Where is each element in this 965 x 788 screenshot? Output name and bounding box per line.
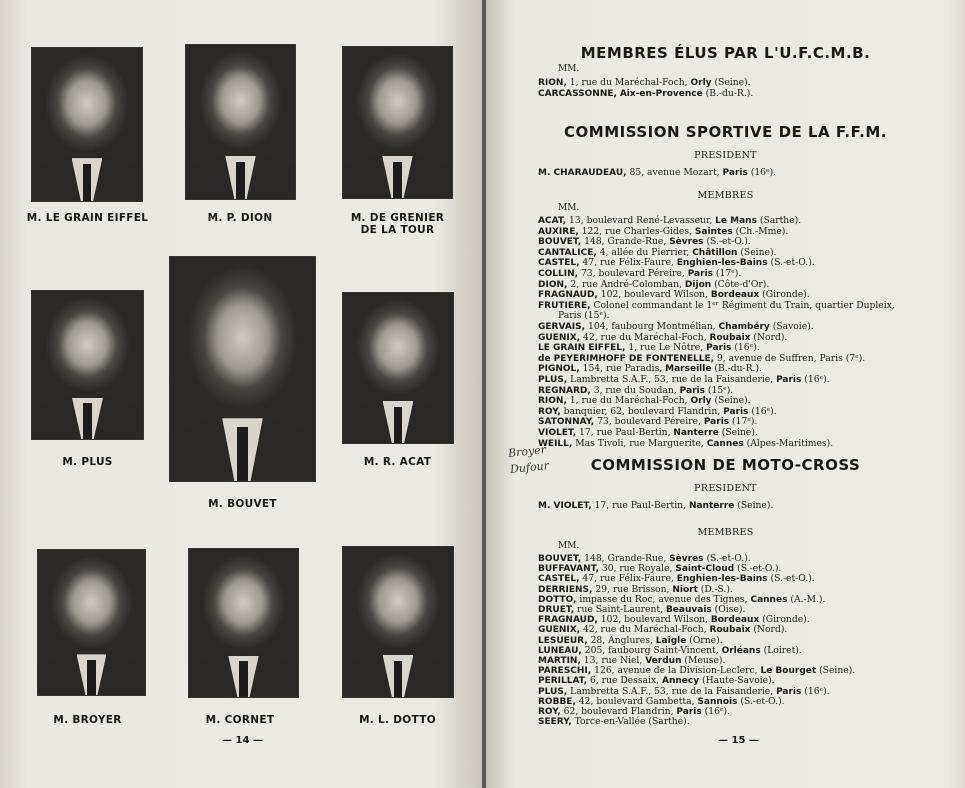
portrait-tie: [87, 660, 96, 695]
portrait-tie: [239, 661, 248, 697]
address-line: [538, 717, 690, 727]
portrait-caption: M. CORNET: [205, 714, 275, 726]
member-city: Aix-en-Provence: [619, 88, 703, 99]
member-region: (S.-et-O.).: [734, 563, 782, 575]
member-address: 73, boulevard Péreire,: [578, 268, 688, 279]
member-name: FRUTIERE,: [538, 300, 591, 311]
member-name: DERRIENS,: [538, 584, 593, 595]
member-city: Orly: [690, 78, 712, 88]
address-line: [538, 646, 802, 656]
member-name: ROY,: [538, 406, 561, 417]
member-name: ROY,: [538, 707, 561, 717]
member-city: Enghien-les-Bains: [676, 574, 768, 585]
member-region: (Ch.-Mme).: [732, 225, 789, 237]
member-name: GUENIX,: [538, 625, 581, 636]
page-number: — 15 —: [718, 735, 759, 746]
member-name: SATONNAY,: [538, 417, 595, 428]
member-region: (A.-M.).: [787, 593, 826, 605]
portrait-tie: [236, 162, 245, 199]
member-region: (Seine).: [737, 246, 777, 258]
handwritten-note: Dufour: [509, 458, 550, 477]
member-region: (Seine).: [718, 427, 758, 438]
member-address: 3, rue du Soudan,: [590, 384, 680, 396]
portrait-tie: [83, 403, 92, 439]
member-name: LE GRAIN EIFFEL,: [538, 343, 626, 354]
member-city: Cannes: [750, 594, 788, 605]
member-city: Orly: [690, 396, 712, 407]
portrait-photo: [37, 549, 146, 696]
member-address: 122, rue Charles-Gides,: [578, 225, 695, 237]
member-name: ACAT,: [538, 216, 567, 226]
member-region: (Seine).: [734, 500, 774, 511]
member-name: PARESCHI,: [538, 666, 592, 677]
member-region: (Haute-Savoie).: [699, 675, 775, 687]
member-city: Paris: [687, 269, 714, 279]
member-address: 42, rue du Maréchal-Foch,: [580, 624, 710, 636]
member-city: Bordeaux: [710, 290, 760, 301]
address-line: [538, 625, 787, 635]
section-label: MEMBRES: [697, 527, 754, 538]
member-city: Paris: [776, 686, 802, 697]
member-address: 42, boulevard Gambetta,: [575, 695, 698, 707]
portrait-tie: [237, 427, 249, 481]
member-name: DOTTO,: [538, 594, 577, 605]
member-city: Paris: [776, 375, 802, 385]
member-name: FRAGNAUD,: [538, 290, 598, 301]
member-region: (Sarthe).: [756, 215, 802, 226]
address-line: [538, 168, 776, 178]
member-name: BUFFAVANT,: [538, 564, 599, 575]
section-title: COMMISSION SPORTIVE DE LA F.F.M.: [564, 123, 887, 141]
member-city: Paris: [723, 406, 749, 417]
member-region: (Sarthe).: [645, 716, 690, 728]
member-address: 17, rue Paul-Bertin,: [576, 427, 674, 438]
member-name: CANTALICE,: [538, 247, 597, 258]
member-city: Niort: [672, 584, 698, 595]
address-line: [538, 574, 815, 584]
mm-label: MM.: [558, 541, 580, 551]
member-city: Marseille: [665, 364, 712, 375]
portrait-tie: [394, 407, 403, 443]
member-region: (S.-et-O.).: [767, 573, 815, 585]
portrait-caption: M. DE GRENIER DE LA TOUR: [350, 212, 445, 236]
member-city: Orléans: [721, 645, 761, 656]
member-address: 104, faubourg Montmélian,: [585, 321, 719, 332]
member-address: 1, rue du Maréchal-Foch,: [566, 77, 691, 88]
member-name: LESUEUR,: [538, 635, 588, 646]
member-region: (B.-du-R.).: [711, 363, 762, 375]
member-city: Sèvres: [669, 554, 704, 564]
portrait-tie: [83, 164, 92, 201]
member-address: Paris (15ᵉ).: [558, 310, 610, 322]
member-name: DION,: [538, 279, 568, 290]
member-address: 9, avenue de Suffren, Paris (7ᵉ).: [714, 352, 866, 364]
member-address: 47, rue Félix-Faure,: [579, 257, 677, 269]
member-address: 102, boulevard Wilson,: [597, 614, 711, 626]
member-address: Torce-en-Vallée: [571, 716, 646, 728]
member-name: RION,: [538, 396, 567, 407]
member-region: (Savoie).: [769, 321, 814, 332]
member-address: 28, Anglures,: [587, 634, 656, 646]
member-address: 1, rue du Maréchal-Foch,: [566, 395, 691, 407]
portrait-photo: [342, 546, 454, 698]
member-address: 30, rue Royale,: [598, 563, 676, 575]
address-line: [538, 501, 773, 511]
address-line: [538, 375, 830, 385]
page-number: — 14 —: [222, 735, 263, 746]
member-region: (Oise).: [711, 604, 746, 615]
member-city: Sèvres: [669, 237, 704, 248]
member-address: 73, boulevard Péreire,: [594, 416, 704, 428]
member-name: AUXIRE,: [538, 226, 579, 237]
member-region: (Seine).: [711, 395, 751, 407]
member-name: COLLIN,: [538, 269, 579, 279]
address-line: [538, 439, 833, 449]
member-address: 148, Grande-Rue,: [581, 553, 670, 564]
member-region: (D.-S.).: [697, 583, 733, 595]
member-city: Enghien-les-Bains: [676, 258, 768, 269]
portrait-caption: M. PLUS: [62, 456, 113, 468]
member-city: Cannes: [706, 438, 744, 449]
member-city: Sannois: [697, 696, 738, 707]
member-name: PLUS,: [538, 686, 568, 697]
member-name: de PEYERIMHOFF DE FONTENELLE,: [538, 353, 715, 364]
member-address: Colonel commandant le 1ᵉʳ Régiment du Train, quartier Dupleix,: [590, 299, 895, 311]
member-address: 4, allée du Pierrier,: [596, 246, 693, 258]
address-line: [538, 89, 753, 99]
member-name: GUENIX,: [538, 332, 581, 343]
member-city: Saint-Cloud: [675, 564, 735, 575]
member-name: REGNARD,: [538, 385, 591, 396]
member-name: CASTEL,: [538, 574, 580, 585]
member-region: (16ᵉ).: [747, 167, 777, 178]
member-region: (Alpes-Maritimes).: [743, 437, 834, 449]
member-name: PERILLAT,: [538, 676, 588, 687]
portrait-photo: [185, 44, 296, 200]
member-address: 102, boulevard Wilson,: [597, 289, 711, 301]
member-region: (16ᵉ).: [801, 374, 830, 385]
member-region: (Loiret).: [760, 644, 802, 656]
member-region: (Gironde).: [759, 614, 810, 626]
portrait-photo: [31, 290, 144, 440]
portrait-tie: [393, 162, 402, 198]
section-label: PRESIDENT: [694, 150, 757, 161]
member-region: (Nord).: [750, 331, 788, 343]
member-address: 17, rue Paul-Bertin,: [591, 500, 689, 511]
member-name: FRAGNAUD,: [538, 615, 598, 626]
member-address: 85, avenue Mozart,: [626, 167, 723, 178]
member-region: (S.-et-O.).: [737, 695, 785, 707]
member-name: LUNEAU,: [538, 645, 582, 656]
portrait-photo: [31, 47, 143, 202]
section-label: MEMBRES: [697, 190, 754, 201]
portrait-caption: M. P. DION: [207, 212, 273, 224]
member-region: (B.-du-R.).: [702, 87, 754, 99]
member-address: 148, Grande-Rue,: [581, 236, 670, 248]
member-address: 13, rue Niel,: [580, 655, 646, 666]
member-name: WEILL,: [538, 438, 573, 449]
member-city: Paris: [703, 417, 730, 428]
member-region: (Côte-d'Or).: [711, 278, 770, 290]
member-region: (S.-et-O.).: [767, 257, 815, 269]
member-city: Bordeaux: [710, 615, 760, 626]
member-name: RION,: [538, 78, 567, 88]
member-region: (16ᵉ).: [701, 706, 730, 717]
portrait-caption: M. L. DOTTO: [359, 714, 436, 726]
member-address: Lambretta S.A.F., 53, rue de la Faisanderie,: [567, 685, 777, 697]
portrait-caption: M. LE GRAIN EIFFEL: [26, 212, 149, 224]
member-address: 62, boulevard Flandrin,: [560, 706, 677, 717]
portrait-caption: M. R. ACAT: [363, 456, 432, 468]
member-name: MARTIN,: [538, 656, 581, 666]
member-city: Roubaix: [709, 332, 751, 343]
member-city: Nanterre: [673, 428, 719, 438]
member-address: 2, rue André-Colomban,: [567, 278, 685, 290]
member-region: (Nord).: [750, 624, 788, 636]
portrait-caption: M. BOUVET: [208, 498, 277, 510]
member-name: ROBBE,: [538, 696, 576, 707]
member-address: 47, rue Félix-Faure,: [579, 573, 677, 585]
member-address: banquier, 62, boulevard Flandrin,: [560, 405, 724, 417]
member-address: Lambretta S.A.F., 53, rue de la Faisanderie,: [567, 374, 777, 385]
member-address: 13, boulevard René-Levasseur,: [566, 215, 716, 226]
mm-label: MM.: [558, 203, 580, 213]
member-name: M. CHARAUDEAU,: [538, 168, 627, 178]
portrait-photo: [188, 548, 299, 698]
member-address: Mas Tivoli, rue Marguerite,: [572, 437, 707, 449]
member-region: (16ᵉ).: [748, 405, 777, 417]
portrait-caption: M. BROYER: [53, 714, 122, 726]
member-address: 1, rue Le Nôtre,: [625, 342, 707, 354]
member-name: GERVAIS,: [538, 322, 586, 332]
member-city: Le Bourget: [760, 666, 817, 677]
member-city: Beauvais: [665, 605, 712, 615]
member-region: (S.-et-O.).: [703, 553, 751, 564]
portrait-tie: [394, 661, 403, 697]
mm-label: MM.: [558, 64, 580, 74]
member-name: PIGNOL,: [538, 364, 580, 375]
member-city: Saintes: [694, 226, 733, 237]
member-region: (16ᵉ).: [801, 685, 830, 697]
member-region: (S.-et-O.).: [703, 236, 751, 248]
member-city: Paris: [679, 385, 705, 396]
member-address: impasse du Roc, avenue des Tignes,: [576, 593, 751, 605]
member-region: (Seine).: [816, 665, 856, 677]
section-title: COMMISSION DE MOTO-CROSS: [590, 456, 861, 474]
member-name: PLUS,: [538, 375, 568, 385]
member-city: Roubaix: [709, 625, 751, 636]
member-address: rue Saint-Laurent,: [574, 604, 666, 615]
member-city: Laigle: [655, 635, 687, 646]
member-region: (Orne).: [686, 634, 723, 646]
portrait-photo: [342, 292, 454, 444]
member-name: CARCASSONNE,: [538, 88, 617, 99]
member-name: BOUVET,: [538, 554, 582, 564]
member-name: DRUET,: [538, 605, 575, 615]
member-city: Nanterre: [688, 501, 735, 511]
member-name: BOUVET,: [538, 237, 582, 248]
member-city: Verdun: [645, 656, 682, 666]
member-address: 29, rue Brisson,: [592, 583, 673, 595]
member-city: Châtillon: [692, 247, 738, 258]
section-title: MEMBRES ÉLUS PAR L'U.F.C.M.B.: [580, 44, 871, 62]
member-region: (17ᵉ).: [729, 416, 758, 428]
member-city: Paris: [722, 168, 748, 178]
member-address: 6, rue Dessaix,: [587, 675, 662, 687]
member-address: 42, rue du Maréchal-Foch,: [580, 331, 710, 343]
member-address: 154, rue Paradis,: [579, 363, 666, 375]
member-region: (16ᵉ).: [731, 342, 760, 354]
member-region: (Seine).: [711, 77, 751, 88]
handwritten-note: Broyer: [507, 443, 547, 460]
portrait-photo: [342, 46, 453, 199]
member-address: 205, faubourg Saint-Vincent,: [581, 644, 722, 656]
member-city: Annecy: [662, 676, 700, 687]
member-address: 126, avenue de la Division-Leclerc,: [591, 665, 761, 677]
member-name: SEERY,: [538, 717, 572, 728]
member-region: (Meuse).: [681, 655, 726, 666]
member-city: Chambéry: [718, 322, 770, 332]
member-region: (Gironde).: [759, 289, 810, 301]
member-region: (17ᵉ).: [713, 268, 742, 279]
member-name: CASTEL,: [538, 258, 580, 269]
section-label: PRESIDENT: [694, 483, 757, 494]
member-city: Dijon: [684, 279, 712, 290]
member-city: Le Mans: [715, 216, 757, 226]
member-name: M. VIOLET,: [538, 501, 592, 511]
portrait-photo: [169, 256, 316, 482]
member-city: Paris: [706, 343, 732, 354]
member-city: Paris: [676, 707, 702, 717]
member-name: VIOLET,: [538, 428, 577, 438]
member-region: (15ᵉ).: [704, 384, 734, 396]
